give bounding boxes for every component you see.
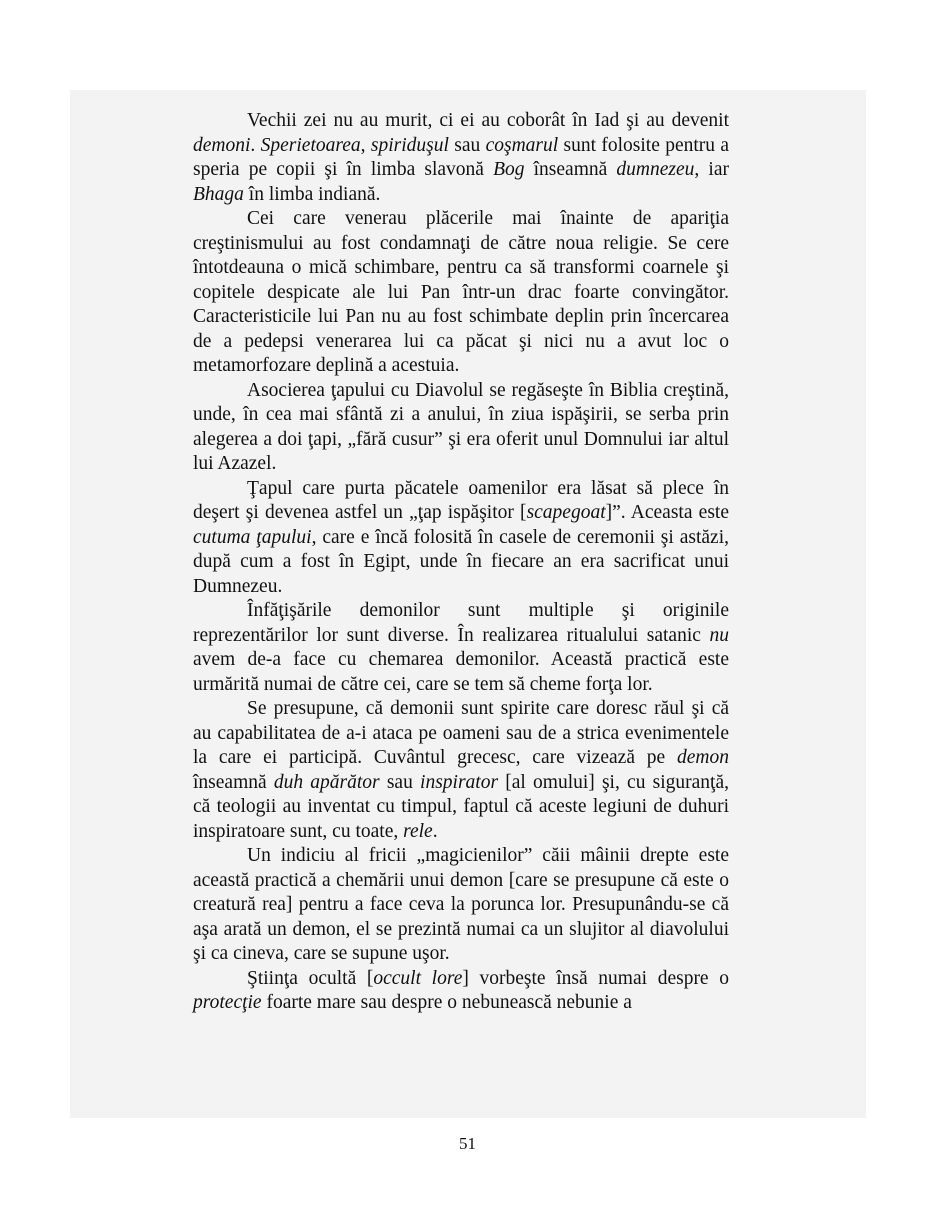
- italic-text: coşmarul: [485, 134, 559, 156]
- text-run: Vechii zei nu au murit, ci ei au coborât în Iad şi au devenit: [247, 110, 729, 131]
- italic-text: rele: [403, 820, 433, 842]
- text-run: avem de-a face cu chemarea demonilor. Această practică este urmărită numai de către cei, care se tem să cheme forţa lor.: [193, 649, 729, 695]
- text-run: ]”. Aceasta este: [605, 502, 729, 523]
- text-run: înseamnă: [524, 159, 617, 180]
- paragraph: [193, 477, 729, 600]
- text-run: Se presupune, că demonii sunt spirite care doresc răul şi că au capabilitatea de a-i ataca pe oameni sau de a strica evenimentele la care ei participă. Cuvântul grecesc, care vizează pe: [193, 698, 729, 768]
- text-run: .: [432, 820, 438, 842]
- italic-text: occult lore: [373, 967, 463, 989]
- text-run: în limba indiană.: [243, 183, 381, 205]
- italic-text: dumnezeu: [616, 159, 695, 180]
- text-run: Înfăţişările demonilor sunt multiple şi originile reprezentărilor lor sunt diverse. În realizarea ritualului satanic: [193, 600, 729, 646]
- paragraph: [193, 109, 729, 207]
- text-run: Un indiciu al fricii „magicienilor” căii mâinii drepte este această practică a chemării unui demon [care se presupune că este o creatură rea] pentru a face ceva la porunca lor. Presupunându-se că aşa arată un demon, el se prezintă numai ca un slujitor al diavolului şi ca cineva, care se supune uşor.: [193, 845, 729, 964]
- text-run: , care e încă folosită în casele de ceremonii şi astăzi, după cum a fost în Egipt, unde în fiecare an era sacrificat unui Dumnezeu.: [193, 526, 729, 597]
- text-run: Ţapul care purta păcatele oamenilor era lăsat să plece în deşert şi devenea astfel un „ţap ispăşitor [: [193, 477, 729, 523]
- paragraph: [193, 379, 729, 477]
- text-run: ,: [360, 134, 371, 156]
- italic-text: protecţie: [193, 992, 262, 1013]
- paragraph: [193, 599, 729, 697]
- text-run: Ştiinţa ocultă [: [247, 967, 374, 989]
- text-run: [al omului] şi, cu siguranţă, că teologii au inventat cu timpul, faptul că aceste legiuni de duhuri inspiratoare sunt, cu toate,: [193, 771, 729, 842]
- italic-text: inspirator: [420, 771, 499, 793]
- paragraph: [193, 844, 729, 967]
- body-text: [193, 109, 729, 1016]
- text-run: , iar: [694, 159, 729, 180]
- text-run: Asocierea ţapului cu Diavolul se regăseşte în Biblia creştină, unde, în cea mai sfântă zi a anului, în ziua ispăşirii, se serba prin alegerea a doi ţapi, „fără cusur” şi era oferit unul Domnului iar altul lui Azazel.: [193, 379, 729, 474]
- text-run: sunt folosite pentru a speria pe copii şi în limba slavonă: [193, 134, 730, 180]
- italic-text: nu: [709, 624, 729, 646]
- text-run: .: [250, 134, 261, 156]
- paragraph: [193, 697, 729, 844]
- text-run: foarte mare sau despre o nebunească nebunie a: [261, 992, 632, 1013]
- paragraph: [193, 967, 729, 1016]
- italic-text: duh apărător: [273, 771, 380, 793]
- text-run: înseamnă: [193, 771, 274, 793]
- text-run: Cei care venerau plăcerile mai înainte de apariţia creştinismului au fost condamnaţi de către noua religie. Se cere întotdeauna o mică schimbare, pentru ca să transformi coarnele şi copitele despicate ale lui Pan într-un drac foarte convingător. Caracteristicile lui Pan nu au fost schimbate deplin prin încercarea de a pedepsi venerarea lui ca păcat şi nici nu a avut loc o metamorfozare deplină a acestuia.: [193, 208, 729, 376]
- italic-text: demoni: [193, 134, 251, 156]
- text-run: sau: [448, 134, 486, 156]
- italic-text: Bhaga: [193, 183, 244, 205]
- text-run: sau: [379, 771, 421, 793]
- italic-text: spiriduşul: [370, 134, 449, 156]
- italic-text: Bog: [493, 159, 525, 180]
- italic-text: Sperietoarea: [260, 134, 361, 156]
- italic-text: cutuma ţapului: [193, 526, 312, 548]
- page-number: 51: [459, 1134, 476, 1153]
- italic-text: scapegoat: [526, 502, 606, 523]
- text-run: ] vorbeşte însă numai despre o: [462, 967, 729, 989]
- paragraph: [193, 207, 729, 379]
- italic-text: demon: [677, 747, 729, 768]
